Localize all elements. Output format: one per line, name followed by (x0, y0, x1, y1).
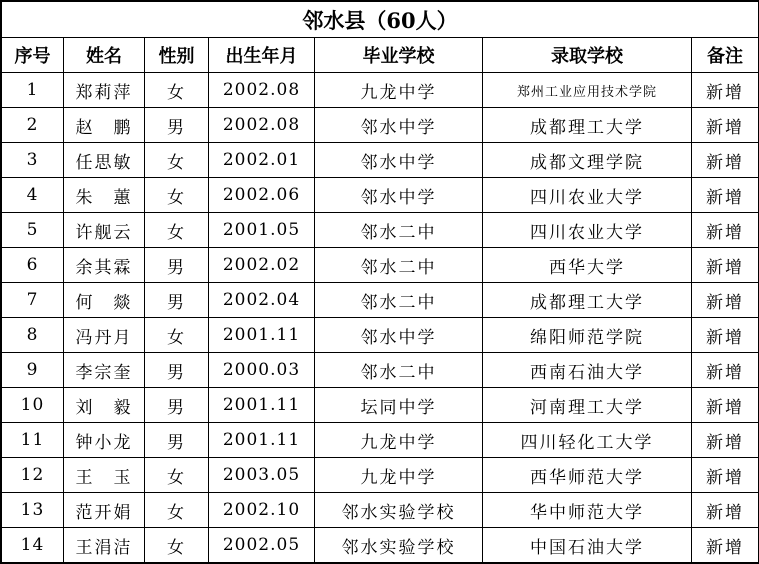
birth-cell: 2002.01 (209, 143, 315, 178)
admission-school-cell: 河南理工大学 (483, 388, 692, 423)
remark-cell: 新增 (692, 423, 759, 458)
admission-school-cell: 绵阳师范学院 (483, 318, 692, 353)
birth-cell: 2002.10 (209, 493, 315, 528)
remark-cell: 新增 (692, 528, 759, 563)
name-cell: 许舰云 (64, 213, 145, 248)
graduate-school-cell: 九龙中学 (315, 458, 483, 493)
index-cell: 8 (2, 318, 64, 353)
admission-school-cell: 华中师范大学 (483, 493, 692, 528)
index-cell: 1 (2, 73, 64, 108)
remark-cell: 新增 (692, 73, 759, 108)
graduate-school-cell: 邻水实验学校 (315, 493, 483, 528)
birth-cell: 2002.08 (209, 73, 315, 108)
graduate-school-cell: 九龙中学 (315, 73, 483, 108)
graduate-school-cell: 邻水二中 (315, 213, 483, 248)
graduate-school-cell: 九龙中学 (315, 423, 483, 458)
name-cell: 李宗奎 (64, 353, 145, 388)
birth-cell: 2002.06 (209, 178, 315, 213)
table-row (2, 528, 759, 563)
admission-school-cell: 西华师范大学 (483, 458, 692, 493)
gender-cell: 女 (145, 458, 209, 493)
index-cell: 7 (2, 283, 64, 318)
graduate-school-cell: 邻水二中 (315, 353, 483, 388)
title-row (2, 2, 759, 38)
header-birth: 出生年月 (209, 38, 315, 73)
graduate-school-cell: 坛同中学 (315, 388, 483, 423)
index-cell: 5 (2, 213, 64, 248)
name-cell: 范开娟 (64, 493, 145, 528)
graduate-school-cell: 邻水二中 (315, 248, 483, 283)
birth-cell: 2003.05 (209, 458, 315, 493)
index-cell: 14 (2, 528, 64, 563)
admission-school-cell: 四川农业大学 (483, 213, 692, 248)
birth-cell: 2001.11 (209, 388, 315, 423)
graduate-school-cell: 邻水实验学校 (315, 528, 483, 563)
name-cell: 何 燚 (64, 283, 145, 318)
gender-cell: 女 (145, 73, 209, 108)
admission-school-cell: 成都文理学院 (483, 143, 692, 178)
birth-cell: 2002.08 (209, 108, 315, 143)
gender-cell: 男 (145, 388, 209, 423)
table-row (2, 178, 759, 213)
index-cell: 11 (2, 423, 64, 458)
admission-school-cell: 中国石油大学 (483, 528, 692, 563)
name-cell: 刘 毅 (64, 388, 145, 423)
table-row (2, 283, 759, 318)
gender-cell: 男 (145, 353, 209, 388)
remark-cell: 新增 (692, 178, 759, 213)
name-cell: 王 玉 (64, 458, 145, 493)
gender-cell: 男 (145, 283, 209, 318)
name-cell: 任思敏 (64, 143, 145, 178)
remark-cell: 新增 (692, 318, 759, 353)
table-row (2, 108, 759, 143)
gender-cell: 女 (145, 213, 209, 248)
graduate-school-cell: 邻水中学 (315, 178, 483, 213)
header-name: 姓名 (64, 38, 145, 73)
table-title: 邻水县（60人） (2, 2, 759, 38)
name-cell: 王涓洁 (64, 528, 145, 563)
birth-cell: 2001.11 (209, 318, 315, 353)
index-cell: 12 (2, 458, 64, 493)
gender-cell: 男 (145, 423, 209, 458)
birth-cell: 2002.05 (209, 528, 315, 563)
birth-cell: 2002.04 (209, 283, 315, 318)
header-index: 序号 (2, 38, 64, 73)
graduate-school-cell: 邻水中学 (315, 318, 483, 353)
index-cell: 9 (2, 353, 64, 388)
admission-school-cell: 成都理工大学 (483, 283, 692, 318)
table-row (2, 248, 759, 283)
table-row (2, 73, 759, 108)
name-cell: 余其霖 (64, 248, 145, 283)
header-graduate-school: 毕业学校 (315, 38, 483, 73)
table-row (2, 388, 759, 423)
table-row (2, 353, 759, 388)
birth-cell: 2000.03 (209, 353, 315, 388)
gender-cell: 女 (145, 528, 209, 563)
admission-school-cell: 西南石油大学 (483, 353, 692, 388)
header-row (2, 38, 759, 73)
index-cell: 2 (2, 108, 64, 143)
admission-school-cell: 成都理工大学 (483, 108, 692, 143)
remark-cell: 新增 (692, 493, 759, 528)
index-cell: 4 (2, 178, 64, 213)
header-admission-school: 录取学校 (483, 38, 692, 73)
remark-cell: 新增 (692, 108, 759, 143)
graduate-school-cell: 邻水中学 (315, 108, 483, 143)
name-cell: 郑莉萍 (64, 73, 145, 108)
admission-table (1, 1, 759, 563)
remark-cell: 新增 (692, 213, 759, 248)
index-cell: 3 (2, 143, 64, 178)
table-body (2, 73, 759, 563)
table-row (2, 143, 759, 178)
remark-cell: 新增 (692, 248, 759, 283)
gender-cell: 女 (145, 143, 209, 178)
index-cell: 13 (2, 493, 64, 528)
name-cell: 朱 蕙 (64, 178, 145, 213)
name-cell: 钟小龙 (64, 423, 145, 458)
remark-cell: 新增 (692, 283, 759, 318)
remark-cell: 新增 (692, 143, 759, 178)
admission-school-cell: 郑州工业应用技术学院 (483, 73, 692, 108)
graduate-school-cell: 邻水二中 (315, 283, 483, 318)
remark-cell: 新增 (692, 458, 759, 493)
table-row (2, 493, 759, 528)
header-remark: 备注 (692, 38, 759, 73)
header-gender: 性别 (145, 38, 209, 73)
graduate-school-cell: 邻水中学 (315, 143, 483, 178)
birth-cell: 2001.11 (209, 423, 315, 458)
index-cell: 6 (2, 248, 64, 283)
gender-cell: 男 (145, 248, 209, 283)
gender-cell: 男 (145, 108, 209, 143)
index-cell: 10 (2, 388, 64, 423)
admission-school-cell: 四川农业大学 (483, 178, 692, 213)
name-cell: 冯丹月 (64, 318, 145, 353)
gender-cell: 女 (145, 493, 209, 528)
birth-cell: 2002.02 (209, 248, 315, 283)
gender-cell: 女 (145, 178, 209, 213)
birth-cell: 2001.05 (209, 213, 315, 248)
name-cell: 赵 鹏 (64, 108, 145, 143)
table-row (2, 318, 759, 353)
remark-cell: 新增 (692, 353, 759, 388)
table-row (2, 213, 759, 248)
admission-school-cell: 四川轻化工大学 (483, 423, 692, 458)
remark-cell: 新增 (692, 388, 759, 423)
admission-school-cell: 西华大学 (483, 248, 692, 283)
table-row (2, 458, 759, 493)
table-row (2, 423, 759, 458)
gender-cell: 女 (145, 318, 209, 353)
